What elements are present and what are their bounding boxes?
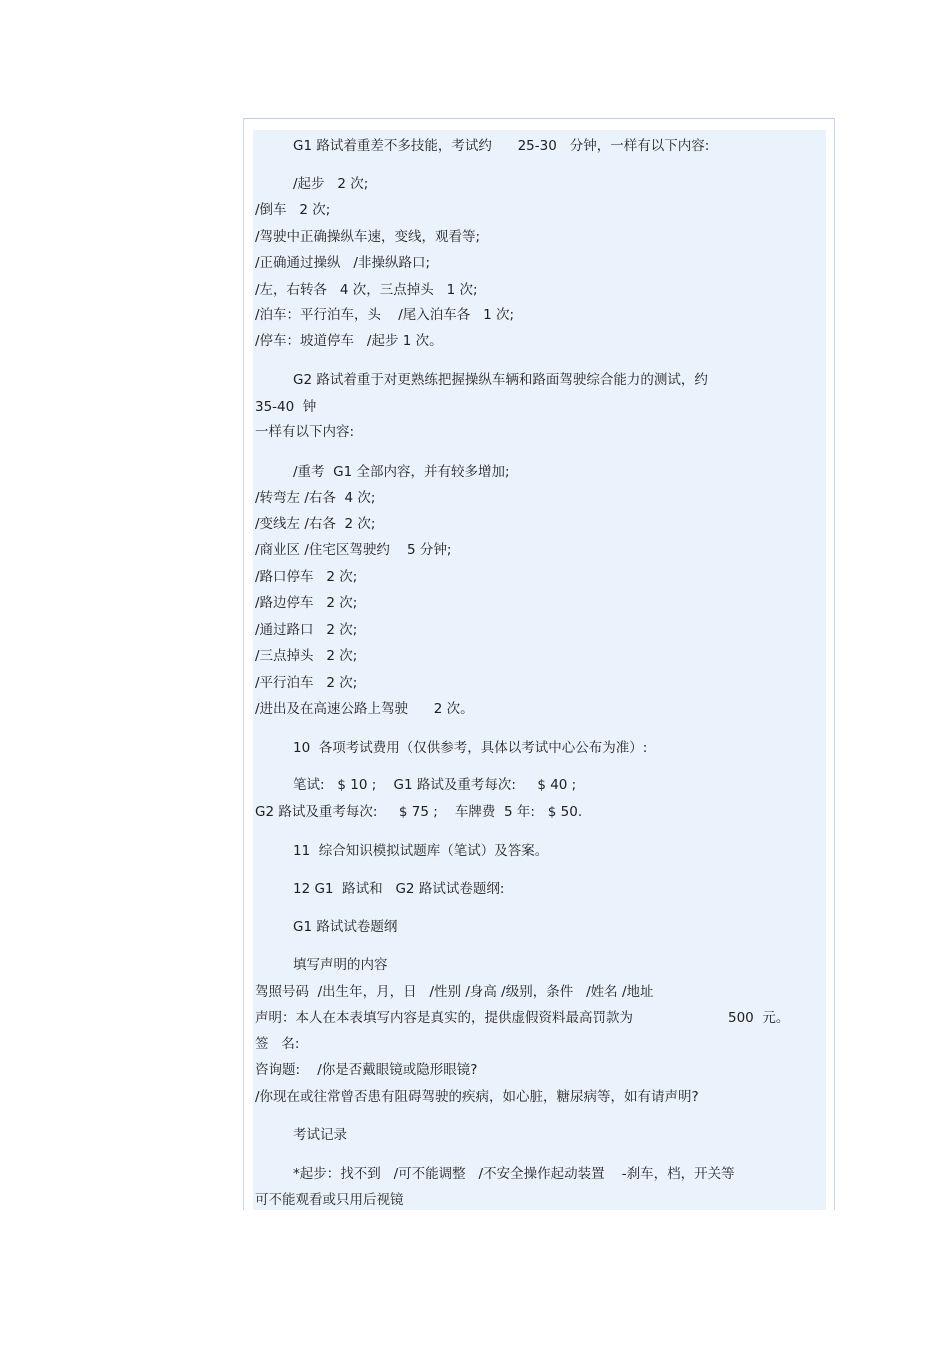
text-line: 填写声明的内容 xyxy=(293,957,388,973)
text-line: 11 综合知识模拟试题库（笔试）及答案。 xyxy=(293,843,549,859)
text-line: 500 元。 xyxy=(728,1010,790,1026)
text-line: 签 名: xyxy=(255,1036,300,1052)
text-line: /三点掉头 2 次; xyxy=(255,648,358,664)
text-line: /商业区 /住宅区驾驶约 5 分钟; xyxy=(255,542,452,558)
text-line: /变线左 /右各 2 次; xyxy=(255,516,376,532)
text-line: /路口停车 2 次; xyxy=(255,569,358,585)
text-line: 35-40 钟 xyxy=(255,399,317,415)
text-line: G1 路试试卷题纲 xyxy=(293,919,398,935)
text-line: 笔试: $ 10 ; G1 路试及重考每次: $ 40 ; xyxy=(293,777,577,793)
text-line: /路边停车 2 次; xyxy=(255,595,358,611)
text-line: G2 路试及重考每次: $ 75 ; 车牌费 5 年: $ 50. xyxy=(255,804,583,820)
text-line: 考试记录 xyxy=(293,1127,347,1143)
text-line: 声明：本人在本表填写内容是真实的，提供虚假资料最高罚款为 xyxy=(255,1010,633,1026)
text-line: 咨询题: /你是否戴眼镜或隐形眼镜? xyxy=(255,1062,478,1078)
text-line: *起步：找不到 /可不能调整 /不安全操作起动装置 -刹车，档，开关等 xyxy=(293,1166,735,1182)
text-line: /泊车：平行泊车，头 /尾入泊车各 1 次; xyxy=(255,307,515,323)
text-line: 12 G1 路试和 G2 路试试卷题纲: xyxy=(293,881,505,897)
text-line: /你现在或往常曾否患有阻碍驾驶的疾病，如心脏，糖尿病等，如有请声明? xyxy=(255,1089,699,1105)
text-line: /起步 2 次; xyxy=(293,176,369,192)
text-line: /进出及在高速公路上驾驶 2 次。 xyxy=(255,701,474,717)
text-line: /左，右转各 4 次，三点掉头 1 次; xyxy=(255,282,478,298)
text-line: /停车：坡道停车 /起步 1 次。 xyxy=(255,333,443,349)
text-line: /驾驶中正确操纵车速，变线，观看等; xyxy=(255,229,481,245)
text-line: /正确通过操纵 /非操纵路口; xyxy=(255,255,431,271)
text-line: /重考 G1 全部内容，并有较多增加; xyxy=(293,464,510,480)
text-line: 10 各项考试费用（仅供参考，具体以考试中心公布为准）: xyxy=(293,740,648,756)
text-line: 一样有以下内容: xyxy=(255,424,355,440)
text-line: 可不能观看或只用后视镜 xyxy=(255,1192,404,1208)
text-line: 驾照号码 /出生年，月，日 /性别 /身高 /级别，条件 /姓名 /地址 xyxy=(255,984,654,1000)
text-line: G2 路试着重于对更熟练把握操纵车辆和路面驾驶综合能力的测试，约 xyxy=(293,372,708,388)
text-line: /转弯左 /右各 4 次; xyxy=(255,490,376,506)
text-line: /通过路口 2 次; xyxy=(255,622,358,638)
text-line: G1 路试着重差不多技能，考试约 25-30 分钟，一样有以下内容: xyxy=(293,138,710,154)
text-line: /平行泊车 2 次; xyxy=(255,675,358,691)
text-line: /倒车 2 次; xyxy=(255,202,331,218)
